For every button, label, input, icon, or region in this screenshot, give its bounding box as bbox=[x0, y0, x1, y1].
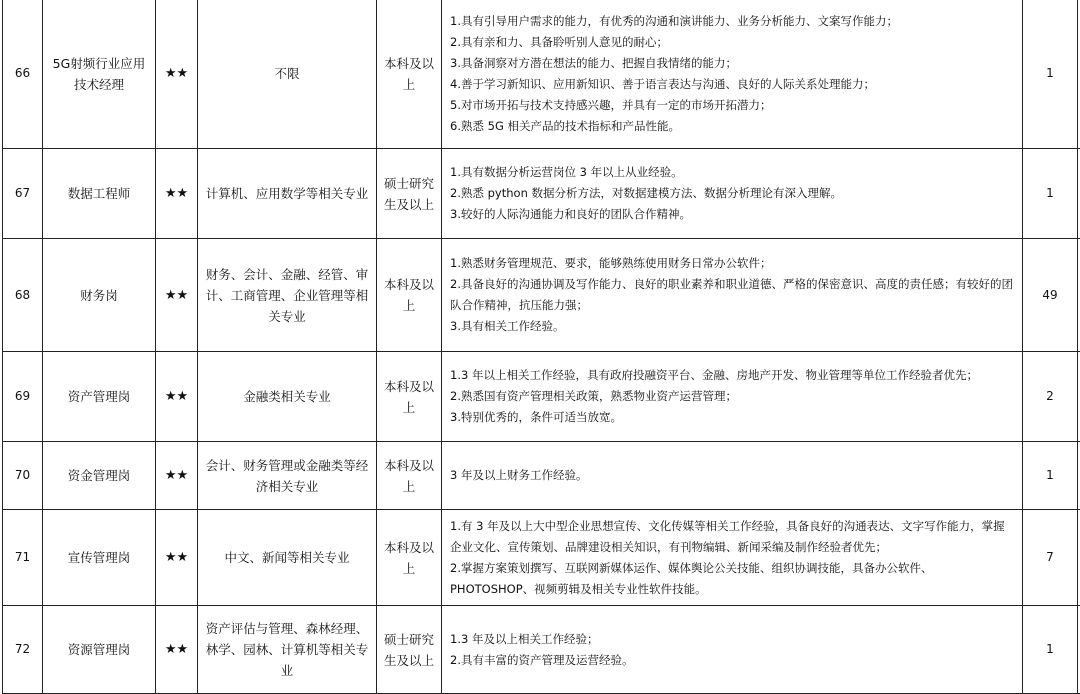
table-row bbox=[3, 442, 1080, 510]
rating-stars: ★★ bbox=[156, 606, 198, 694]
requirement-line: 1.3 年以上相关工作经验，具有政府投融资平台、金融、房地产开发、物业管理等单位工作经验者优先； bbox=[450, 365, 1014, 386]
major-requirement: 不限 bbox=[198, 0, 377, 149]
table-row bbox=[3, 149, 1080, 239]
rating-stars: ★★ bbox=[156, 0, 198, 149]
position-name: 资源管理岗 bbox=[43, 606, 156, 694]
major-requirement: 中文、新闻等相关专业 bbox=[198, 510, 377, 606]
requirement-line: 2.具有丰富的资产管理及运营经验。 bbox=[450, 650, 1014, 671]
education-requirement: 硕士研究生及以上 bbox=[377, 149, 442, 239]
requirement-line: 2.具有亲和力、具备聆听别人意见的耐心； bbox=[450, 32, 1014, 53]
position-name: 资产管理岗 bbox=[43, 352, 156, 442]
headcount: 49 bbox=[1023, 239, 1078, 352]
education-requirement: 本科及以上 bbox=[377, 0, 442, 149]
job-table-body bbox=[3, 0, 1080, 694]
requirement-line: 1.3 年及以上相关工作经验； bbox=[450, 629, 1014, 650]
row-number: 70 bbox=[3, 442, 43, 510]
job-table bbox=[2, 0, 1080, 694]
headcount: 1 bbox=[1023, 442, 1078, 510]
requirement-line: 1.熟悉财务管理规范、要求，能够熟练使用财务日常办公软件； bbox=[450, 253, 1014, 274]
row-number: 72 bbox=[3, 606, 43, 694]
table-row bbox=[3, 0, 1080, 149]
table-row bbox=[3, 510, 1080, 606]
job-requirements bbox=[442, 510, 1023, 606]
row-number: 68 bbox=[3, 239, 43, 352]
rating-stars: ★★ bbox=[156, 352, 198, 442]
rating-stars: ★★ bbox=[156, 442, 198, 510]
major-requirement: 资产评估与管理、森林经理、林学、园林、计算机等相关专业 bbox=[198, 606, 377, 694]
position-name: 财务岗 bbox=[43, 239, 156, 352]
row-number: 71 bbox=[3, 510, 43, 606]
major-requirement: 金融类相关专业 bbox=[198, 352, 377, 442]
requirement-line: 2.熟悉 python 数据分析方法，对数据建模方法、数据分析理论有深入理解。 bbox=[450, 183, 1014, 204]
requirement-line: 2.具备良好的沟通协调及写作能力、良好的职业素养和职业道德、严格的保密意识、高度的责任感；有较好的团队合作精神，抗压能力强； bbox=[450, 274, 1014, 316]
requirement-line: 1.具有数据分析运营岗位 3 年以上从业经验。 bbox=[450, 162, 1014, 183]
major-requirement: 会计、财务管理或金融类等经济相关专业 bbox=[198, 442, 377, 510]
education-requirement: 本科及以上 bbox=[377, 442, 442, 510]
row-number: 66 bbox=[3, 0, 43, 149]
row-number: 69 bbox=[3, 352, 43, 442]
position-name: 5G射频行业应用技术经理 bbox=[43, 0, 156, 149]
job-requirements bbox=[442, 352, 1023, 442]
job-requirements bbox=[442, 0, 1023, 149]
table-row bbox=[3, 606, 1080, 694]
requirement-line: 6.熟悉 5G 相关产品的技术指标和产品性能。 bbox=[450, 116, 1014, 137]
row-number: 67 bbox=[3, 149, 43, 239]
job-requirements bbox=[442, 606, 1023, 694]
education-requirement: 本科及以上 bbox=[377, 239, 442, 352]
requirement-line: 2.熟悉国有资产管理相关政策，熟悉物业资产运营管理； bbox=[450, 386, 1014, 407]
headcount: 7 bbox=[1023, 510, 1078, 606]
education-requirement: 本科及以上 bbox=[377, 352, 442, 442]
requirement-line: 5.对市场开拓与技术支持感兴趣，并具有一定的市场开拓潜力； bbox=[450, 95, 1014, 116]
rating-stars: ★★ bbox=[156, 239, 198, 352]
major-requirement: 计算机、应用数学等相关专业 bbox=[198, 149, 377, 239]
headcount: 2 bbox=[1023, 352, 1078, 442]
requirement-line: 1.具有引导用户需求的能力，有优秀的沟通和演讲能力、业务分析能力、文案写作能力； bbox=[450, 11, 1014, 32]
education-requirement: 硕士研究生及以上 bbox=[377, 606, 442, 694]
position-name: 数据工程师 bbox=[43, 149, 156, 239]
requirement-line: 3 年及以上财务工作经验。 bbox=[450, 465, 1014, 486]
requirement-line: 3.较好的人际沟通能力和良好的团队合作精神。 bbox=[450, 204, 1014, 225]
requirement-line: 3.特别优秀的，条件可适当放宽。 bbox=[450, 407, 1014, 428]
requirement-line: 4.善于学习新知识、应用新知识、善于语言表达与沟通、良好的人际关系处理能力； bbox=[450, 74, 1014, 95]
job-requirements bbox=[442, 442, 1023, 510]
table-row bbox=[3, 239, 1080, 352]
headcount: 1 bbox=[1023, 149, 1078, 239]
headcount: 1 bbox=[1023, 0, 1078, 149]
requirement-line: 3.具有相关工作经验。 bbox=[450, 316, 1014, 337]
position-name: 宣传管理岗 bbox=[43, 510, 156, 606]
requirement-line: 1.有 3 年及以上大中型企业思想宣传、文化传媒等相关工作经验，具备良好的沟通表达、文字写作能力，掌握企业文化、宣传策划、品牌建设相关知识，有刊物编辑、新闻采编及制作经验者优先； bbox=[450, 516, 1014, 558]
headcount: 1 bbox=[1023, 606, 1078, 694]
position-name: 资金管理岗 bbox=[43, 442, 156, 510]
rating-stars: ★★ bbox=[156, 149, 198, 239]
requirement-line: 2.掌握方案策划撰写、互联网新媒体运作、媒体舆论公关技能、组织协调技能，具备办公软件、PHOTOSHOP、视频剪辑及相关专业性软件技能。 bbox=[450, 558, 1014, 600]
job-requirements bbox=[442, 239, 1023, 352]
table-row bbox=[3, 352, 1080, 442]
education-requirement: 本科及以上 bbox=[377, 510, 442, 606]
major-requirement: 财务、会计、金融、经管、审计、工商管理、企业管理等相关专业 bbox=[198, 239, 377, 352]
requirement-line: 3.具备洞察对方潜在想法的能力、把握自我情绪的能力； bbox=[450, 53, 1014, 74]
rating-stars: ★★ bbox=[156, 510, 198, 606]
job-requirements bbox=[442, 149, 1023, 239]
